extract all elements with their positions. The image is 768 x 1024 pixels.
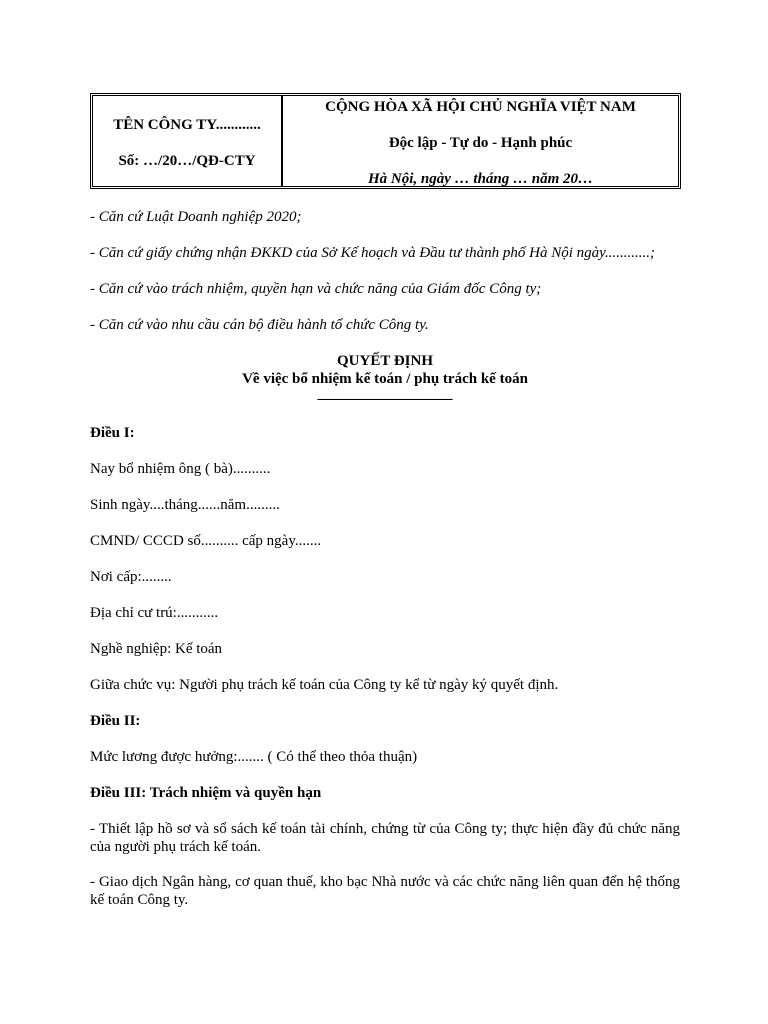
header-left-cell <box>93 96 283 186</box>
article-1-line: Nghề nghiệp: Kế toán <box>90 641 223 657</box>
place-date: Hà Nội, ngày … tháng … năm 20… <box>367 171 594 187</box>
article-1-heading: Điều I: <box>90 425 135 441</box>
article-1-line: Nơi cấp:........ <box>90 569 172 585</box>
preamble-line: - Căn cứ Luật Doanh nghiệp 2020; <box>90 209 302 225</box>
article-3-item: - Thiết lập hồ sơ và sổ sách kế toán tài chính, chứng từ của Công ty; thực hiện đầy đủ chức năng của người phụ trách kế toán. <box>90 821 680 855</box>
article-2-line: Mức lương được hưởng:....... ( Có thể theo thỏa thuận) <box>90 749 418 765</box>
company-name: TÊN CÔNG TY............ <box>113 117 261 133</box>
document-number: Số: …/20…/QĐ-CTY <box>118 153 256 169</box>
article-1-line: CMND/ CCCD số.......... cấp ngày....... <box>90 533 322 549</box>
header-right-cell <box>283 96 678 186</box>
preamble-line: - Căn cứ vào nhu cầu cán bộ điều hành tổ chức Công ty. <box>90 317 429 333</box>
article-3-item: - Giao dịch Ngân hàng, cơ quan thuế, kho bạc Nhà nước và các chức năng liên quan đến hệ thống kế toán Công ty. <box>90 874 680 908</box>
republic-title: CỘNG HÒA XÃ HỘI CHỦ NGHĨA VIỆT NAM <box>325 99 636 115</box>
preamble-line: - Căn cứ vào trách nhiệm, quyền hạn và chức năng của Giám đốc Công ty; <box>90 281 542 297</box>
header-table <box>90 93 681 189</box>
article-1-line: Sinh ngày....tháng......năm......... <box>90 497 280 513</box>
title-rule: __________________ <box>317 386 453 402</box>
article-1-line: Nay bổ nhiệm ông ( bà).......... <box>90 461 271 477</box>
article-1-line: Địa chỉ cư trú:........... <box>90 605 219 621</box>
decision-subtitle: Về việc bổ nhiệm kế toán / phụ trách kế toán <box>242 371 528 387</box>
preamble-line: - Căn cứ giấy chứng nhận ĐKKD của Sở Kế hoạch và Đầu tư thành phố Hà Nội ngày............; <box>90 245 655 261</box>
article-1-line: Giữa chức vụ: Người phụ trách kế toán của Công ty kể từ ngày ký quyết định. <box>90 677 559 693</box>
article-2-heading: Điều II: <box>90 713 141 729</box>
decision-title: QUYẾT ĐỊNH <box>337 353 433 369</box>
national-motto: Độc lập - Tự do - Hạnh phúc <box>388 135 573 151</box>
article-3-heading: Điều III: Trách nhiệm và quyền hạn <box>90 785 322 801</box>
